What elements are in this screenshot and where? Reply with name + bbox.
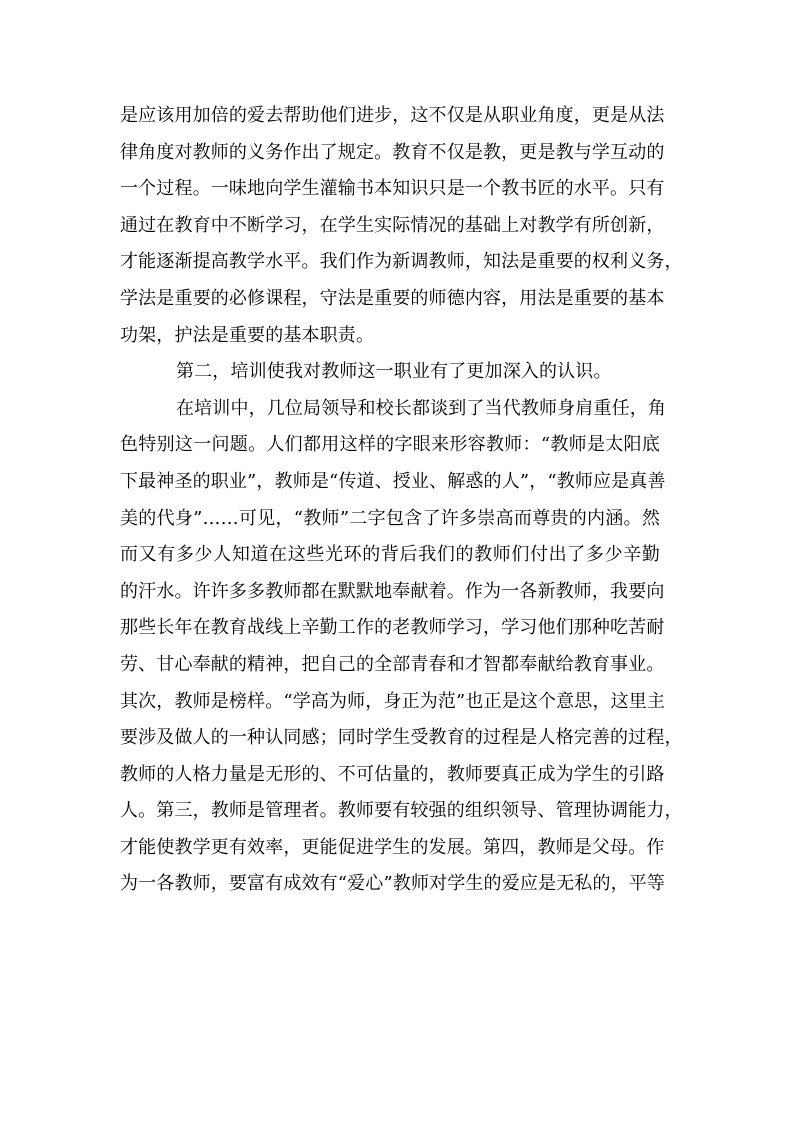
text-line: 下最神圣的职业”，教师是“传道、授业、解惑的人”，“教师应是真善 [120, 470, 666, 492]
text-line: 劳、甘心奉献的精神，把自己的全部青春和才智都奉献给教育事业。 [120, 653, 665, 675]
text-line: 一个过程。一味地向学生灌输书本知识只是一个教书匠的水平。只有 [120, 178, 665, 200]
text-line: 功架，护法是重要的基本职责。 [120, 324, 375, 346]
text-line: 而又有多少人知道在这些光环的背后我们的教师们付出了多少辛勤 [120, 544, 660, 566]
text-line: 通过在教育中不断学习，在学生实际情况的基础上对教学有所创新， [120, 214, 665, 236]
text-line: 其次，教师是榜样。“学高为师，身正为范”也正是这个意思，这里主 [120, 690, 666, 712]
text-line: 色特别这一问题。人们都用这样的字眼来形容教师：“教师是太阳底 [120, 434, 660, 456]
text-line: 学法是重要的必修课程，守法是重要的师德内容，用法是重要的基本 [120, 287, 665, 309]
text-line: 是应该用加倍的爱去帮助他们进步，这不仅是从职业角度，更是从法 [120, 105, 665, 126]
text-line: 的汗水。许许多多教师都在默默地奉献着。作为一各新教师，我要向 [120, 580, 665, 602]
text-line: 在培训中，几位局领导和校长都谈到了当代教师身肩重任，角 [176, 397, 667, 419]
text-line: 律角度对教师的义务作出了规定。教育不仅是教，更是教与学互动的 [120, 141, 665, 163]
text-line: 才能逐渐提高教学水平。我们作为新调教师，知法是重要的权利义务， [120, 251, 683, 273]
text-line: 人。第三，教师是管理者。教师要有较强的组织领导、管理协调能力， [120, 800, 683, 822]
text-line: 教师的人格力量是无形的、不可估量的，教师要真正成为学生的引路 [120, 763, 665, 785]
text-line: 要涉及做人的一种认同感；同时学生受教育的过程是人格完善的过程， [120, 727, 683, 749]
text-line: 才能使教学更有效率，更能促进学生的发展。第四，教师是父母。作 [120, 836, 665, 858]
body-text [120, 98, 683, 903]
text-line: 那些长年在教育战线上辛勤工作的老教师学习，学习他们那种吃苦耐 [120, 617, 665, 639]
text-line: 为一各教师，要富有成效有“爱心”教师对学生的爱应是无私的，平等 [120, 873, 666, 895]
text-line: 美的代身”……可见，“教师”二字包含了许多崇高而尊贵的内涵。然 [120, 507, 660, 529]
section-heading: 第二，培训使我对教师这一职业有了更加深入的认识。 [176, 361, 612, 383]
